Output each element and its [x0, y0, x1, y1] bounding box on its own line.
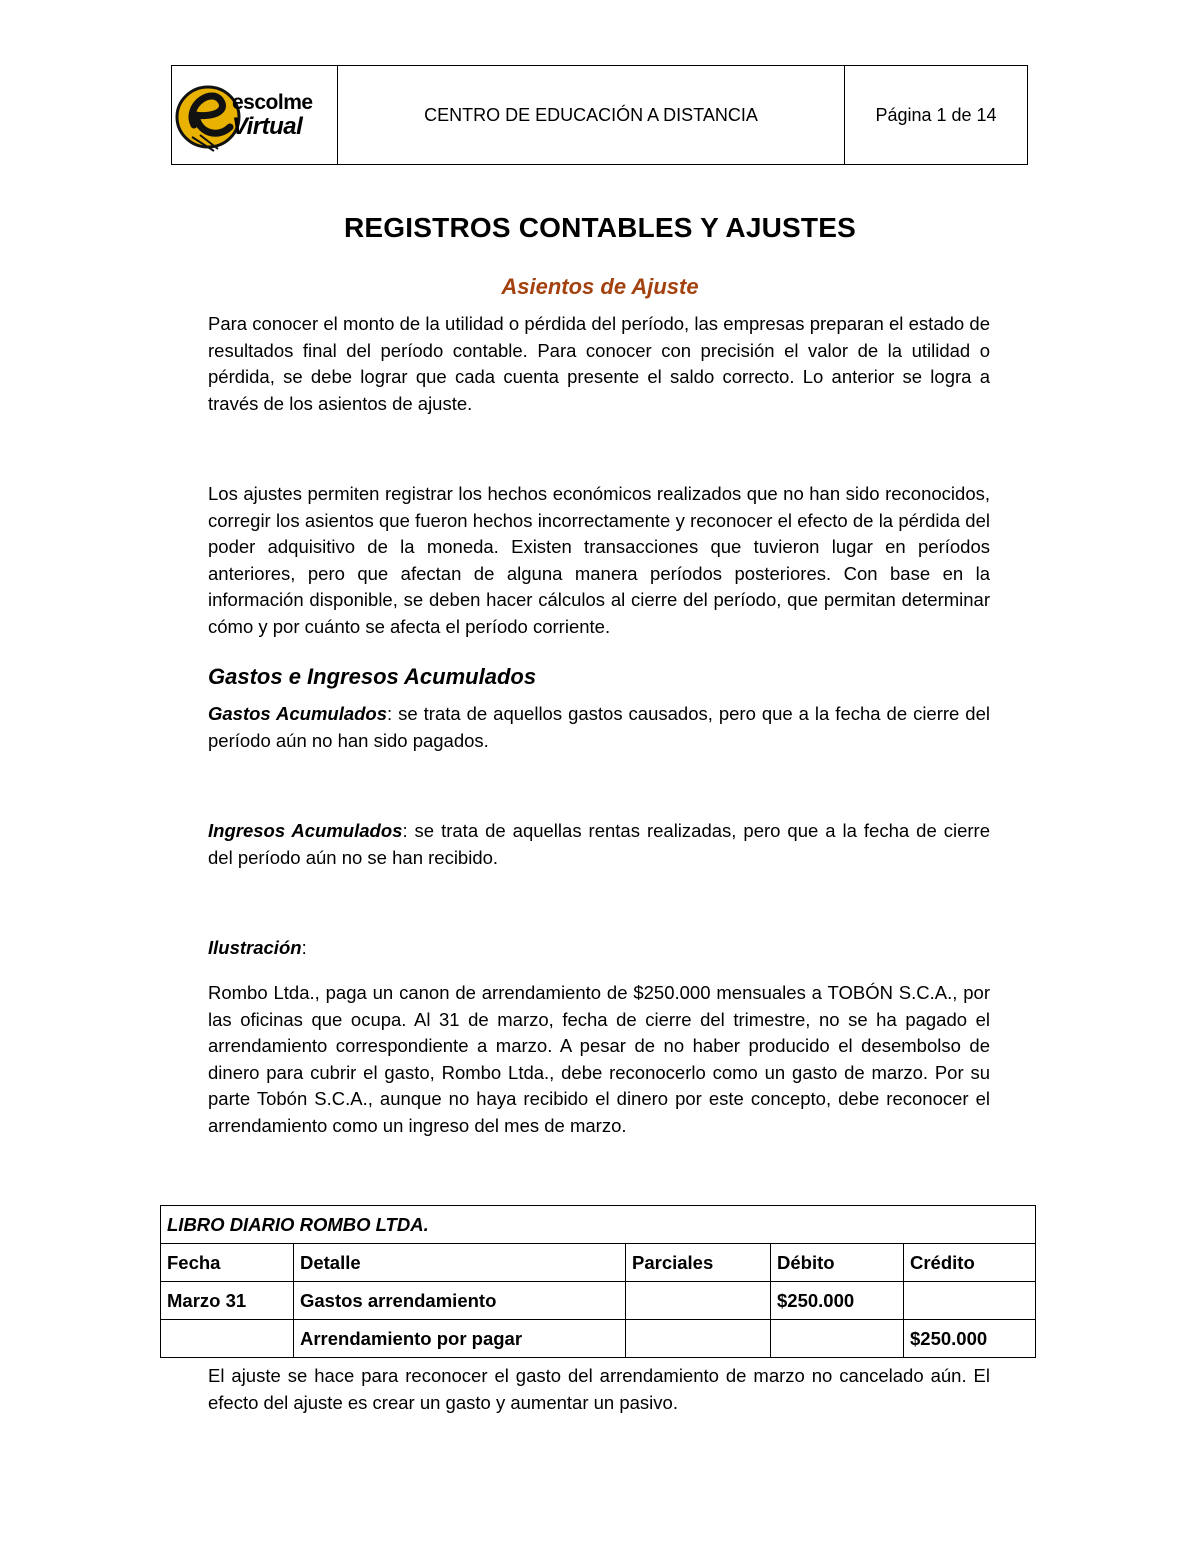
ingresos-acumulados-text: : se trata de aquellas rentas realizadas, pero que a la fecha de cierre del período aún no se han recibido. — [208, 820, 990, 868]
cell-fecha — [161, 1320, 294, 1358]
cell-debito — [771, 1320, 904, 1358]
ledger-table — [160, 1205, 1036, 1358]
paragraph-closing: El ajuste se hace para reconocer el gasto del arrendamiento de marzo no cancelado aún. El efecto del ajuste es crear un gasto y aumentar un pasivo. — [208, 1365, 990, 1413]
cell-parciales — [626, 1282, 771, 1320]
logo-text-escolme: escolme — [232, 91, 313, 114]
section-heading: Gastos e Ingresos Acumulados — [208, 664, 537, 689]
logo-cell — [172, 66, 338, 164]
term-gastos-acumulados: Gastos Acumulados — [208, 703, 388, 724]
gastos-acumulados-text: : se trata de aquellos gastos causados, pero que a la fecha de cierre del período aún no han sido pagados. — [208, 703, 990, 751]
ledger-header-row — [161, 1244, 1036, 1282]
cell-credito — [904, 1282, 1036, 1320]
cell-detalle: Arrendamiento por pagar — [294, 1320, 626, 1358]
header-detalle: Detalle — [294, 1244, 626, 1282]
term-ilustracion: Ilustración — [208, 937, 302, 958]
header-credito: Crédito — [904, 1244, 1036, 1282]
cell-detalle: Gastos arrendamiento — [294, 1282, 626, 1320]
header-page-info: Página 1 de 14 — [875, 104, 997, 125]
term-ingresos-acumulados: Ingresos Acumulados — [208, 820, 403, 841]
cell-credito: $250.000 — [904, 1320, 1036, 1358]
logo-text-virtual: Virtual — [232, 113, 303, 140]
paragraph-ajustes: Los ajustes permiten registrar los hechos económicos realizados que no han sido reconocidos, corregir los asientos que fueron hechos incorrectamente y reconocer el efecto de la pérdida del poder adquisitivo de la moneda. Existen transacciones que tuvieron lugar en períodos anteriores, pero que afectan de alguna manera períodos posteriores. Con base en la información disponible, se deben hacer cálculos al cierre del período, que permitan determinar cómo y por cuánto se afecta el período corriente. — [208, 483, 990, 637]
header-parciales: Parciales — [626, 1244, 771, 1282]
header-center-title: CENTRO DE EDUCACIÓN A DISTANCIA — [338, 66, 845, 164]
paragraph-ilustracion-label — [208, 935, 990, 962]
paragraph-intro: Para conocer el monto de la utilidad o pérdida del período, las empresas preparan el estado de resultados final del período contable. Para conocer con precisión el valor de la utilidad o pérdida, se debe lograr que cada cuenta presente el saldo correcto. Lo anterior se logra a través de los asientos de ajuste. — [208, 313, 990, 414]
paragraph-ingresos-acumulados — [208, 818, 990, 871]
header-fecha: Fecha — [161, 1244, 294, 1282]
table-row — [161, 1320, 1036, 1358]
ledger-caption-row — [161, 1206, 1036, 1244]
document-title: REGISTROS CONTABLES Y AJUSTES — [344, 212, 856, 243]
cell-debito: $250.000 — [771, 1282, 904, 1320]
table-row — [161, 1282, 1036, 1320]
document-subtitle: Asientos de Ajuste — [501, 274, 699, 299]
paragraph-gastos-acumulados — [208, 701, 990, 754]
escolme-virtual-logo — [174, 75, 334, 155]
page-header — [171, 65, 1028, 165]
ilustracion-colon: : — [301, 937, 307, 958]
paragraph-ilustracion: Rombo Ltda., paga un canon de arrendamiento de $250.000 mensuales a TOBÓN S.C.A., por las oficinas que ocupa. Al 31 de marzo, fecha de cierre del trimestre, no se ha pagado el arrendamiento correspondiente a marzo. A pesar de no haber producido el desembolso de dinero para cubrir el gasto, Rombo Ltda., debe reconocerlo como un gasto de marzo. Por su parte Tobón S.C.A., aunque no haya recibido el dinero por este concepto, debe reconocer el arrendamiento como un ingreso del mes de marzo. — [208, 982, 990, 1136]
cell-parciales — [626, 1320, 771, 1358]
ledger-caption: LIBRO DIARIO ROMBO LTDA. — [161, 1206, 1036, 1244]
header-debito: Débito — [771, 1244, 904, 1282]
cell-fecha: Marzo 31 — [161, 1282, 294, 1320]
